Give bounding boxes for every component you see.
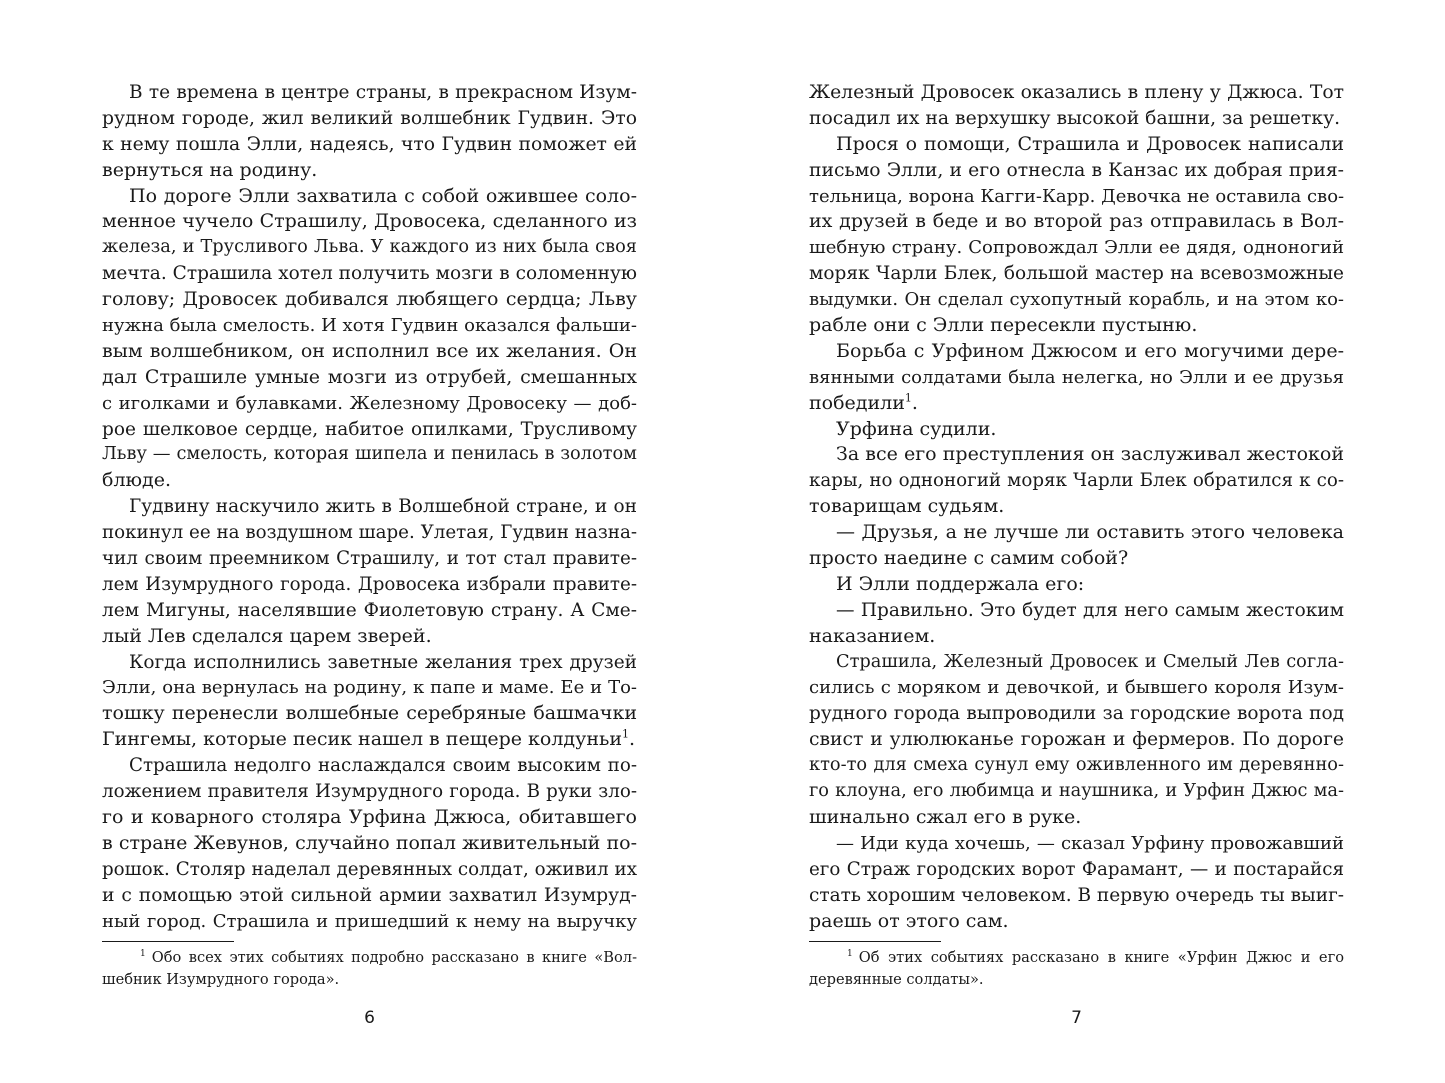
text-line: кто-то для смеха сунул ему оживленного им деревянно-: [809, 755, 1344, 776]
text-line: вянными солдатами была нелегка, но Элли и ее друзья: [809, 366, 1344, 388]
text-line: железа, и Трусливого Льва. У каждого из них была своя: [102, 237, 637, 258]
footnote-divider: [809, 941, 941, 942]
text-line: Гингемы, которые песик нашел в пещере колдуньи$^1$.: [102, 727, 636, 751]
text-line: рое шелковое сердце, набитое опилками, Трусливому: [102, 418, 637, 440]
text-line: Борьба с Урфином Джюсом и его могучими дере-: [836, 339, 1344, 362]
text-line: лем Изумрудного города. Дровосека избрали правите-: [102, 573, 637, 595]
text-line: шебную страну. Сопровождал Элли ее дядя, одноногий: [809, 237, 1344, 259]
text-line: Урфина судили.: [836, 417, 997, 440]
text-line: и с помощью этой сильной армии захватил Изумруд-: [102, 884, 637, 906]
text-line: тельница, ворона Кагги-Карр. Девочка не оставила сво-: [809, 185, 1345, 207]
footnote-number: 1: [847, 949, 853, 960]
text-line: его Страж городских ворот Фарамант, — и постарайся: [809, 858, 1344, 880]
text-line: рудном городе, жил великий волшебник Гудвин. Это: [102, 107, 637, 129]
text-line: тошку перенесли волшебные серебряные башмачки: [102, 702, 637, 725]
text-line: дал Страшиле умные мозги из отрубей, смешанных: [102, 365, 637, 388]
text-line: — Правильно. Это будет для него самым жестоким: [836, 599, 1344, 621]
text-line: рудного города выпроводили за городские ворота под: [809, 703, 1344, 725]
text-line: — Друзья, а не лучше ли оставить этого человека: [836, 521, 1344, 544]
text-line-content: победили: [809, 391, 905, 414]
text-line: За все его преступления он заслуживал жестокой: [836, 443, 1344, 466]
text-line: ложением правителя Изумрудного города. В руки зло-: [102, 781, 637, 803]
text-line: письмо Элли, и его отнесла в Канзас их добрая прия-: [809, 159, 1344, 181]
text-line: их друзей в беде и во второй раз отправилась в Вол-: [809, 210, 1344, 233]
footnote-reference[interactable]: 1: [904, 391, 912, 405]
text-line: рошок. Столяр наделал деревянных солдат, оживил их: [102, 858, 637, 880]
text-line: Льву — смелость, которая шипела и пенилась в золотом: [102, 444, 637, 465]
page-number: 6: [364, 1008, 375, 1028]
left-page-body: [102, 80, 637, 934]
text-line: го клоуна, его любимца и наушника, и Урфин Джюс ма-: [809, 781, 1344, 802]
text-line: свист и улюлюканье горожан и фермеров. По дороге: [809, 729, 1344, 751]
text-line: кары, но одноногий моряк Чарли Блек обратился к со-: [809, 470, 1344, 492]
text-line: Элли, она вернулась на родину, к папе и маме. Ее и То-: [102, 677, 637, 699]
text-line: В те времена в центре страны, в прекрасном Изум-: [129, 82, 637, 103]
text-line: чил своим преемником Страшилу, и тот стал правите-: [102, 548, 637, 570]
footnote-divider: [102, 941, 234, 942]
text-line: раешь от этого сам.: [809, 909, 1009, 932]
text-line: лый Лев сделался царем зверей.: [102, 624, 432, 647]
text-line: вым волшебником, он исполнил все их желания. Он: [102, 339, 637, 362]
right-page-body: [809, 80, 1344, 934]
text-line: блюде.: [102, 469, 172, 492]
text-line: ный город. Страшила и пришедший к нему на выручку: [102, 910, 637, 932]
text-line: Железный Дровосек оказались в плену у Джюса. Тот: [809, 82, 1344, 103]
text-line: к нему пошла Элли, надеясь, что Гудвин поможет ей: [102, 133, 637, 155]
text-line: вернуться на родину.: [102, 158, 318, 181]
text-line: рабле они с Элли пересекли пустыню.: [809, 314, 1198, 337]
text-line: лем Мигуны, населявшие Фиолетовую страну. А Сме-: [102, 599, 637, 621]
text-line: мечта. Страшила хотел получить мозги в соломенную: [102, 263, 637, 285]
text-line: просто наедине с самим собой?: [809, 547, 1129, 570]
text-line: И Элли поддержала его:: [836, 572, 1085, 595]
footnote-line: шебник Изумрудного города».: [102, 970, 340, 988]
text-line: менное чучело Страшилу, Дровосека, сделанного из: [102, 210, 637, 233]
text-line: Когда исполнились заветные желания трех друзей: [129, 651, 637, 673]
footnote-line: деревянные солдаты».: [809, 970, 984, 988]
page-number: 7: [1071, 1008, 1082, 1028]
footnote-line: [102, 947, 637, 969]
text-line: стать хорошим человеком. В первую очередь ты выиг-: [809, 884, 1345, 906]
text-line: с иголками и булавками. Железному Дровосеку — доб-: [102, 392, 637, 414]
footnote: [102, 947, 637, 990]
text-line: победили$^1$.: [809, 391, 918, 414]
text-line: покинул ее на воздушном шаре. Улетая, Гудвин назна-: [102, 522, 637, 544]
text-line: нужна была смелость. И хотя Гудвин оказался фальши-: [102, 315, 637, 337]
text-line-content: Гингемы, которые песик нашел в пещере колдуньи: [102, 728, 622, 751]
text-line: голову; Дровосек добивался любящего сердца; Льву: [102, 288, 637, 311]
footnote-text: Обо всех этих событиях подробно рассказано в книге «Вол-: [151, 949, 637, 966]
text-line: выдумки. Он сделал сухопутный корабль, и на этом ко-: [809, 289, 1344, 311]
text-line: По дороге Элли захватила с собой ожившее соло-: [129, 184, 637, 207]
text-line: Страшила недолго наслаждался своим высоким по-: [129, 755, 637, 777]
text-line: посадил их на верхушку высокой башни, за решетку.: [809, 107, 1341, 129]
text-line: Гудвину наскучило жить в Волшебной стране, и он: [129, 496, 637, 518]
text-line: наказанием.: [809, 624, 936, 647]
footnote-number: 1: [140, 949, 146, 960]
footnote: [809, 947, 1344, 990]
text-line: сились с моряком и девочкой, и бывшего короля Изум-: [809, 677, 1344, 699]
footnote-text: Об этих событиях рассказано в книге «Урфин Джюс и его: [858, 949, 1344, 966]
text-line: в стране Жевунов, случайно попал живительный по-: [102, 831, 637, 854]
footnote-line: [809, 947, 1344, 969]
text-line: моряк Чарли Блек, большой мастер на всевозможные: [809, 263, 1344, 285]
text-line: товарищам судьям.: [809, 495, 1005, 518]
text-line: — Иди куда хочешь, — сказал Урфину провожавший: [836, 832, 1344, 854]
text-line: шинально сжал его в руке.: [809, 805, 1082, 828]
text-line: го и коварного столяра Урфина Джюса, обитавшего: [102, 805, 637, 828]
footnote-reference[interactable]: 1: [622, 727, 629, 741]
text-line: Страшила, Железный Дровосек и Смелый Лев согла-: [836, 651, 1344, 672]
text-line: Прося о помощи, Страшила и Дровосек написали: [836, 132, 1344, 155]
